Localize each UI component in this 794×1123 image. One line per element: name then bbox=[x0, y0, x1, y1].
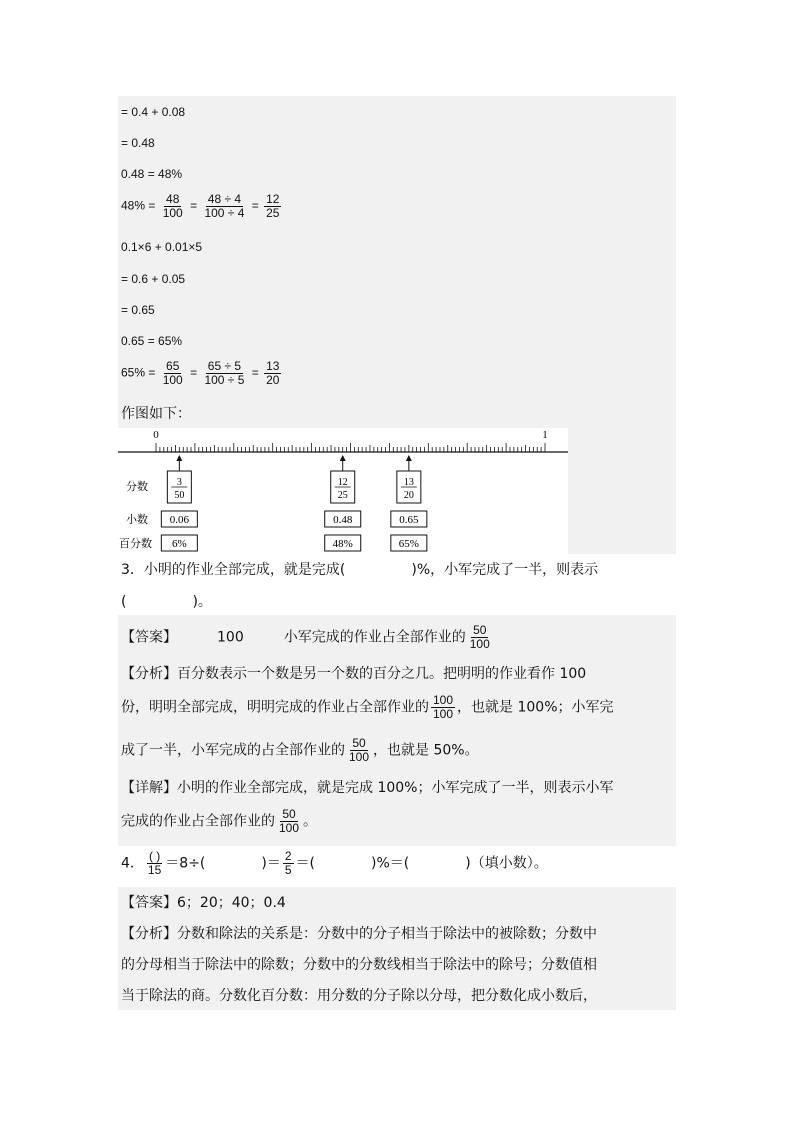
q3-analysis-line-2 bbox=[121, 694, 614, 721]
decimal-value: 0.06 bbox=[169, 514, 189, 526]
q3-prompt-b: )%，小军完成了一半，则表示 bbox=[411, 562, 599, 578]
equals-sign: = bbox=[251, 198, 259, 213]
q3-prompt-line-1 bbox=[121, 560, 598, 580]
fraction-numerator: 13 bbox=[403, 477, 414, 488]
calc-line-5: 0.1×6 + 0.01×5 bbox=[121, 240, 203, 254]
fraction-denominator: 100 bbox=[469, 637, 490, 651]
q4-number: 4． bbox=[121, 855, 144, 872]
percent-value: 65% bbox=[398, 538, 419, 550]
fraction-denominator: 20 bbox=[403, 490, 414, 501]
calc-line-2: = 0.48 bbox=[121, 136, 155, 150]
fraction-denominator: 25 bbox=[337, 490, 348, 501]
fraction-denominator: 100 ÷ 5 bbox=[204, 373, 245, 387]
fraction-denominator: 100 ÷ 4 bbox=[204, 206, 245, 220]
q4-answer-line: 【答案】6；20；40；0.4 bbox=[121, 895, 286, 911]
calc-line-9 bbox=[121, 360, 283, 387]
q3-analysis-2b: ，也就是 100%；小军完 bbox=[457, 699, 614, 716]
fraction bbox=[431, 694, 455, 721]
fraction-denominator: 50 bbox=[174, 490, 185, 501]
calc-line-9-prefix: 65% = bbox=[121, 365, 156, 380]
q3-analysis-line-3 bbox=[121, 737, 479, 764]
fraction-numerator: 48 bbox=[166, 192, 180, 206]
fraction-numerator: 50 bbox=[473, 623, 487, 637]
fraction bbox=[468, 624, 492, 651]
q3-analysis-3a: 成了一半，小军完成的占全部作业的 bbox=[121, 742, 345, 759]
percent-value: 6% bbox=[172, 538, 187, 550]
q3-detail-line-2 bbox=[121, 808, 317, 835]
fraction bbox=[146, 850, 163, 877]
fraction-numerator: 48 ÷ 4 bbox=[207, 192, 242, 206]
fraction-numerator: 50 bbox=[352, 736, 366, 750]
ruler-end-label: 1 bbox=[542, 429, 548, 441]
number-line-figure bbox=[118, 428, 568, 554]
q4-part-b: )＝ bbox=[261, 855, 281, 872]
q4-prompt-line bbox=[121, 850, 548, 877]
q3-analysis-line-1: 【分析】百分数表示一个数是另一个数的百分之几。把明明的作业看作 100 bbox=[121, 666, 587, 682]
q4-part-e: )（填小数）。 bbox=[465, 855, 548, 872]
q3-prompt-line-2 bbox=[121, 592, 212, 612]
draw-caption: 作图如下： bbox=[121, 406, 191, 422]
fraction-denominator: 100 bbox=[162, 373, 183, 387]
fraction-numerator: 2 bbox=[284, 849, 292, 863]
calc-line-6: = 0.6 + 0.05 bbox=[121, 272, 186, 286]
q3-detail-line-1: 【详解】小明的作业全部完成，就是完成 100%；小军完成了一半，则表示小军 bbox=[121, 780, 614, 796]
fraction-denominator: 15 bbox=[147, 863, 162, 877]
calc-line-4 bbox=[121, 193, 283, 220]
q4-analysis-line-1: 【分析】分数和除法的关系是：分数中的分子相当于除法中的被除数；分数中 bbox=[121, 926, 597, 942]
fraction-numerator: 50 bbox=[282, 807, 296, 821]
equals-sign: = bbox=[251, 365, 259, 380]
q3-answer-line bbox=[121, 624, 494, 651]
calc-line-4-prefix: 48% = bbox=[121, 198, 156, 213]
q4-part-c: ＝( bbox=[295, 855, 316, 872]
percent-value: 48% bbox=[332, 538, 353, 550]
q3-prompt-c-open: ( bbox=[121, 594, 127, 610]
fraction-numerator: ( ) bbox=[148, 849, 161, 863]
fraction-denominator: 100 bbox=[162, 206, 183, 220]
ruler-ticks bbox=[156, 443, 545, 452]
fraction-numerator: 100 bbox=[433, 693, 454, 707]
q3-answer-tag: 【答案】 bbox=[121, 629, 177, 646]
q4-analysis-line-2: 的分母相当于除法中的除数；分数中的分数线相当于除法中的除号；分数值相 bbox=[121, 957, 597, 973]
fraction-denominator: 25 bbox=[266, 206, 280, 220]
fraction bbox=[202, 193, 246, 220]
calc-line-1: = 0.4 + 0.08 bbox=[121, 105, 186, 119]
fraction-denominator: 100 bbox=[279, 821, 300, 835]
fraction-numerator: 12 bbox=[266, 192, 280, 206]
equals-sign: = bbox=[190, 198, 198, 213]
equals-sign: = bbox=[190, 365, 198, 380]
fraction bbox=[161, 193, 185, 220]
fraction-numerator: 65 ÷ 5 bbox=[207, 359, 242, 373]
q3-analysis-3b: ，也就是 50%。 bbox=[373, 742, 479, 759]
calc-line-3: 0.48 = 48% bbox=[121, 167, 183, 181]
fraction bbox=[347, 737, 371, 764]
row-label-percent: 百分数 bbox=[119, 538, 152, 550]
q4-part-d: )%＝( bbox=[371, 855, 410, 872]
fraction-denominator: 20 bbox=[266, 373, 280, 387]
q3-answer-1: 100 bbox=[217, 629, 244, 646]
q3-analysis-2a: 份，明明全部完成，明明完成的作业占全部作业的 bbox=[121, 699, 429, 716]
fraction-numerator: 13 bbox=[266, 359, 280, 373]
q4-analysis-line-3: 当于除法的商。分数化百分数：用分数的分子除以分母，把分数化成小数后， bbox=[121, 988, 597, 1004]
ruler-start-label: 0 bbox=[153, 429, 159, 441]
fraction bbox=[283, 850, 294, 877]
q3-answer-2: 小军完成的作业占全部作业的 bbox=[283, 629, 466, 646]
q3-detail-2b: 。 bbox=[303, 813, 318, 830]
fraction-numerator: 3 bbox=[176, 477, 182, 488]
fraction bbox=[202, 360, 246, 387]
calc-line-8: 0.65 = 65% bbox=[121, 334, 183, 348]
pointer-arrow-head bbox=[340, 455, 346, 461]
fraction bbox=[264, 360, 281, 387]
row-label-decimal: 小数 bbox=[126, 514, 148, 526]
fraction-numerator: 65 bbox=[166, 359, 180, 373]
calc-line-7: = 0.65 bbox=[121, 303, 155, 317]
q4-part-a: ＝8÷( bbox=[165, 855, 206, 872]
decimal-value: 0.65 bbox=[399, 514, 419, 526]
fraction-denominator: 100 bbox=[433, 707, 454, 721]
ruler-marks bbox=[161, 455, 427, 551]
fraction-denominator: 100 bbox=[349, 750, 370, 764]
q3-prompt-a: 3．小明的作业全部完成，就是完成( bbox=[121, 562, 346, 578]
fraction-numerator: 12 bbox=[337, 477, 348, 488]
q3-detail-2a: 完成的作业占全部作业的 bbox=[121, 813, 275, 830]
fraction bbox=[277, 808, 301, 835]
pointer-arrow-head bbox=[176, 455, 182, 461]
row-label-fraction: 分数 bbox=[126, 481, 148, 493]
fraction bbox=[264, 193, 281, 220]
q3-prompt-c-close: )。 bbox=[192, 594, 212, 610]
fraction bbox=[161, 360, 185, 387]
pointer-arrow-head bbox=[406, 455, 412, 461]
fraction-denominator: 5 bbox=[284, 863, 292, 877]
decimal-value: 0.48 bbox=[333, 514, 353, 526]
